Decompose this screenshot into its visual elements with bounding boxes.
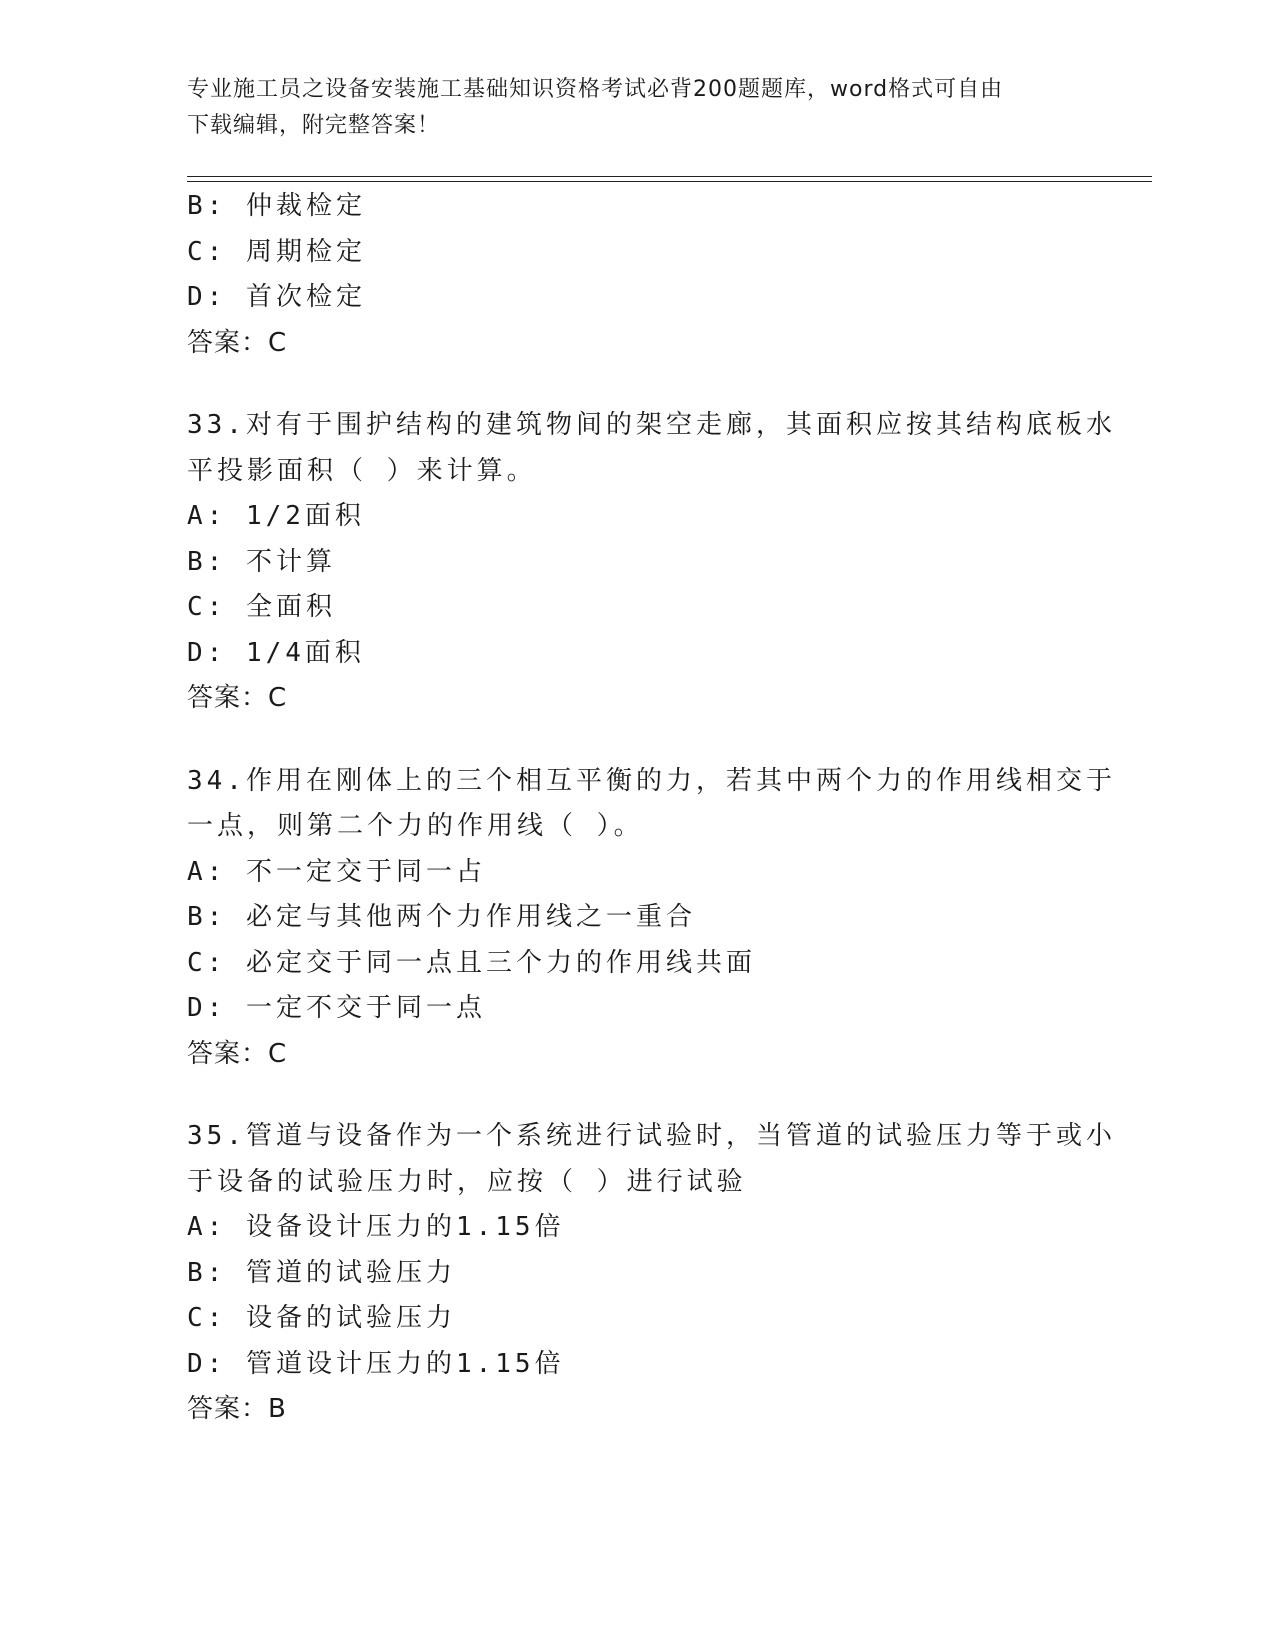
- question-text-line-2: 一点，则第二个力的作用线（ ）。: [187, 811, 644, 841]
- option-d: D: 1/4面积: [187, 637, 365, 668]
- question-block-35: [187, 1114, 1116, 1433]
- option-a: A: 1/2面积: [187, 501, 365, 531]
- answer-line: 答案：C: [187, 1038, 288, 1069]
- answer-line: 答案：C: [187, 683, 288, 713]
- option-b: B: 仲裁检定: [187, 191, 366, 221]
- question-list: [187, 184, 1116, 1433]
- option-b: B: 必定与其他两个力作用线之一重合: [187, 902, 696, 932]
- question-block-34: [187, 759, 1116, 1078]
- option-a: A: 设备设计压力的1.15倍: [187, 1212, 565, 1242]
- question-text-line-1: 33.对有于围护结构的建筑物间的架空走廊，其面积应按其结构底板水: [187, 410, 1116, 440]
- option-c: C: 周期检定: [187, 236, 366, 267]
- document-header: [187, 72, 1067, 144]
- option-d: D: 一定不交于同一点: [187, 993, 486, 1023]
- option-d: D: 管道设计压力的1.15倍: [187, 1348, 565, 1379]
- question-text-line-2: 于设备的试验压力时，应按（ ）进行试验: [187, 1166, 747, 1197]
- option-c: C: 全面积: [187, 592, 336, 622]
- header-line-2: 下载编辑，附完整答案！: [187, 113, 441, 138]
- question-block-prev: [187, 184, 1077, 366]
- header-divider: [187, 176, 1152, 182]
- answer-line: 答案：B: [187, 1394, 287, 1424]
- header-line-1: 专业施工员之设备安装施工基础知识资格考试必背200题题库，word格式可自由: [187, 77, 1004, 102]
- option-b: B: 管道的试验压力: [187, 1257, 456, 1288]
- answer-line: 答案：C: [187, 327, 288, 358]
- question-text-line-1: 35.管道与设备作为一个系统进行试验时，当管道的试验压力等于或小: [187, 1121, 1116, 1151]
- option-c: C: 必定交于同一点且三个力的作用线共面: [187, 947, 756, 978]
- question-block-33: [187, 403, 1116, 722]
- question-text-line-2: 平投影面积（ ）来计算。: [187, 455, 537, 486]
- option-d: D: 首次检定: [187, 282, 366, 312]
- option-b: B: 不计算: [187, 546, 336, 577]
- option-a: A: 不一定交于同一占: [187, 856, 486, 887]
- question-text-line-1: 34.作用在刚体上的三个相互平衡的力，若其中两个力的作用线相交于: [187, 765, 1116, 796]
- option-c: C: 设备的试验压力: [187, 1303, 456, 1333]
